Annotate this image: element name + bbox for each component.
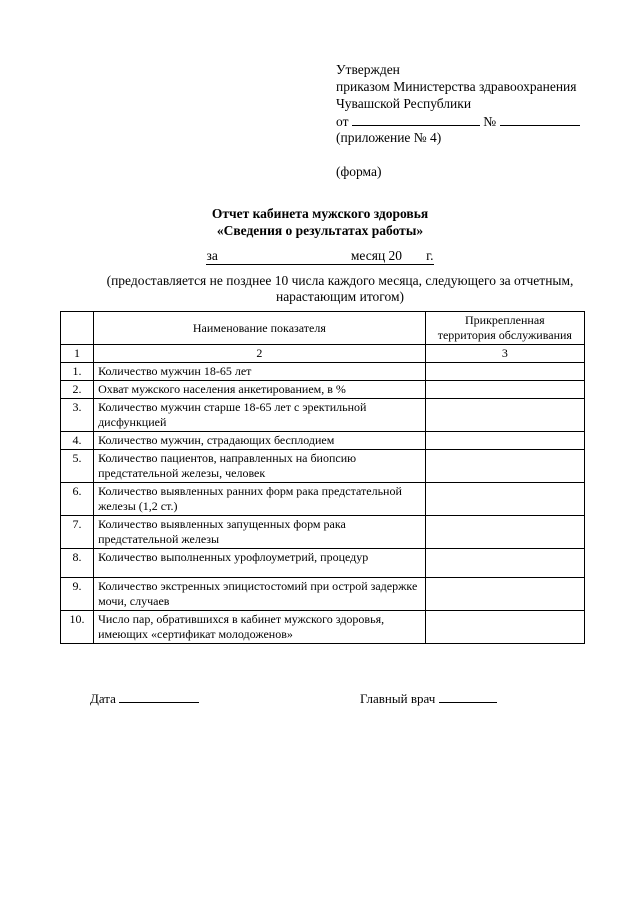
date-blank [119, 689, 199, 703]
date-label: Дата [90, 691, 116, 706]
date-signature [90, 689, 199, 707]
row-number: 7. [61, 516, 94, 549]
row-number: 1. [61, 363, 94, 381]
approval-date-line [336, 112, 580, 129]
row-number: 2. [61, 381, 94, 399]
row-indicator: Количество пациентов, направленных на биопсию предстательной железы, человек [94, 450, 426, 483]
column-numbers-row [61, 345, 585, 363]
column-number: 3 [425, 345, 584, 363]
approval-number-sign: № [483, 114, 497, 129]
row-value-cell[interactable] [425, 450, 584, 483]
table-row [61, 381, 585, 399]
period-month: месяц 20 [350, 248, 403, 263]
table-row [61, 578, 585, 611]
approval-number-blank [500, 112, 580, 126]
report-title-line: «Сведения о результатах работы» [216, 223, 424, 238]
column-number: 1 [61, 345, 94, 363]
row-indicator: Количество выявленных запущенных форм рака предстательной железы [94, 516, 426, 549]
row-indicator: Количество выполненных урофлоуметрий, процедур [94, 549, 426, 578]
row-value-cell[interactable] [425, 578, 584, 611]
row-indicator: Количество мужчин старше 18-65 лет с эректильной дисфункцией [94, 399, 426, 432]
submission-note [60, 273, 620, 305]
header-territory-line: территория обслуживания [437, 328, 572, 342]
period-underlined [206, 247, 435, 265]
row-number: 9. [61, 578, 94, 611]
approval-line: Чувашской Республики [336, 96, 472, 111]
report-title [0, 205, 640, 239]
row-number: 4. [61, 432, 94, 450]
row-value-cell[interactable] [425, 516, 584, 549]
row-value-cell[interactable] [425, 399, 584, 432]
header-name: Наименование показателя [94, 312, 426, 345]
row-value-cell[interactable] [425, 363, 584, 381]
header-num [61, 312, 94, 345]
column-number: 2 [94, 345, 426, 363]
period-prefix: за [206, 248, 218, 263]
table-row [61, 483, 585, 516]
note-line: нарастающим итогом) [275, 289, 405, 304]
doctor-signature-blank [439, 689, 497, 703]
row-indicator: Количество экстренных эпицистостомий при острой задержке мочи, случаев [94, 578, 426, 611]
approval-from-label: от [336, 114, 349, 129]
table-row [61, 611, 585, 644]
approval-line: приказом Министерства здравоохранения [336, 79, 577, 94]
report-table [60, 311, 585, 644]
table-header-row [61, 312, 585, 345]
row-number: 6. [61, 483, 94, 516]
row-value-cell[interactable] [425, 432, 584, 450]
row-indicator: Количество мужчин 18-65 лет [94, 363, 426, 381]
row-number: 3. [61, 399, 94, 432]
row-value-cell[interactable] [425, 381, 584, 399]
table-row [61, 516, 585, 549]
table-row [61, 399, 585, 432]
table-row [61, 450, 585, 483]
period-year: г. [426, 248, 434, 263]
doctor-signature [360, 689, 497, 707]
approval-appendix: (приложение № 4) [336, 130, 442, 145]
report-period [0, 247, 640, 265]
row-value-cell[interactable] [425, 549, 584, 578]
table-row [61, 432, 585, 450]
row-indicator: Число пар, обратившихся в кабинет мужского здоровья, имеющих «сертификат молодоженов» [94, 611, 426, 644]
note-line: (предоставляется не позднее 10 числа каждого месяца, следующего за отчетным, [106, 273, 574, 288]
table-row [61, 363, 585, 381]
row-number: 8. [61, 549, 94, 578]
row-number: 10. [61, 611, 94, 644]
report-title-line: Отчет кабинета мужского здоровья [211, 206, 429, 221]
row-value-cell[interactable] [425, 611, 584, 644]
row-indicator: Охват мужского населения анкетированием, в % [94, 381, 426, 399]
row-indicator: Количество выявленных ранних форм рака предстательной железы (1,2 ст.) [94, 483, 426, 516]
approval-line: Утвержден [336, 62, 400, 77]
approval-date-blank [352, 112, 480, 126]
table-row [61, 549, 585, 578]
form-label: (форма) [336, 164, 382, 179]
approval-block [336, 61, 580, 180]
row-indicator: Количество мужчин, страдающих бесплодием [94, 432, 426, 450]
doctor-label: Главный врач [360, 691, 436, 706]
header-territory [425, 312, 584, 345]
row-value-cell[interactable] [425, 483, 584, 516]
row-number: 5. [61, 450, 94, 483]
header-territory-line: Прикрепленная [465, 313, 545, 327]
